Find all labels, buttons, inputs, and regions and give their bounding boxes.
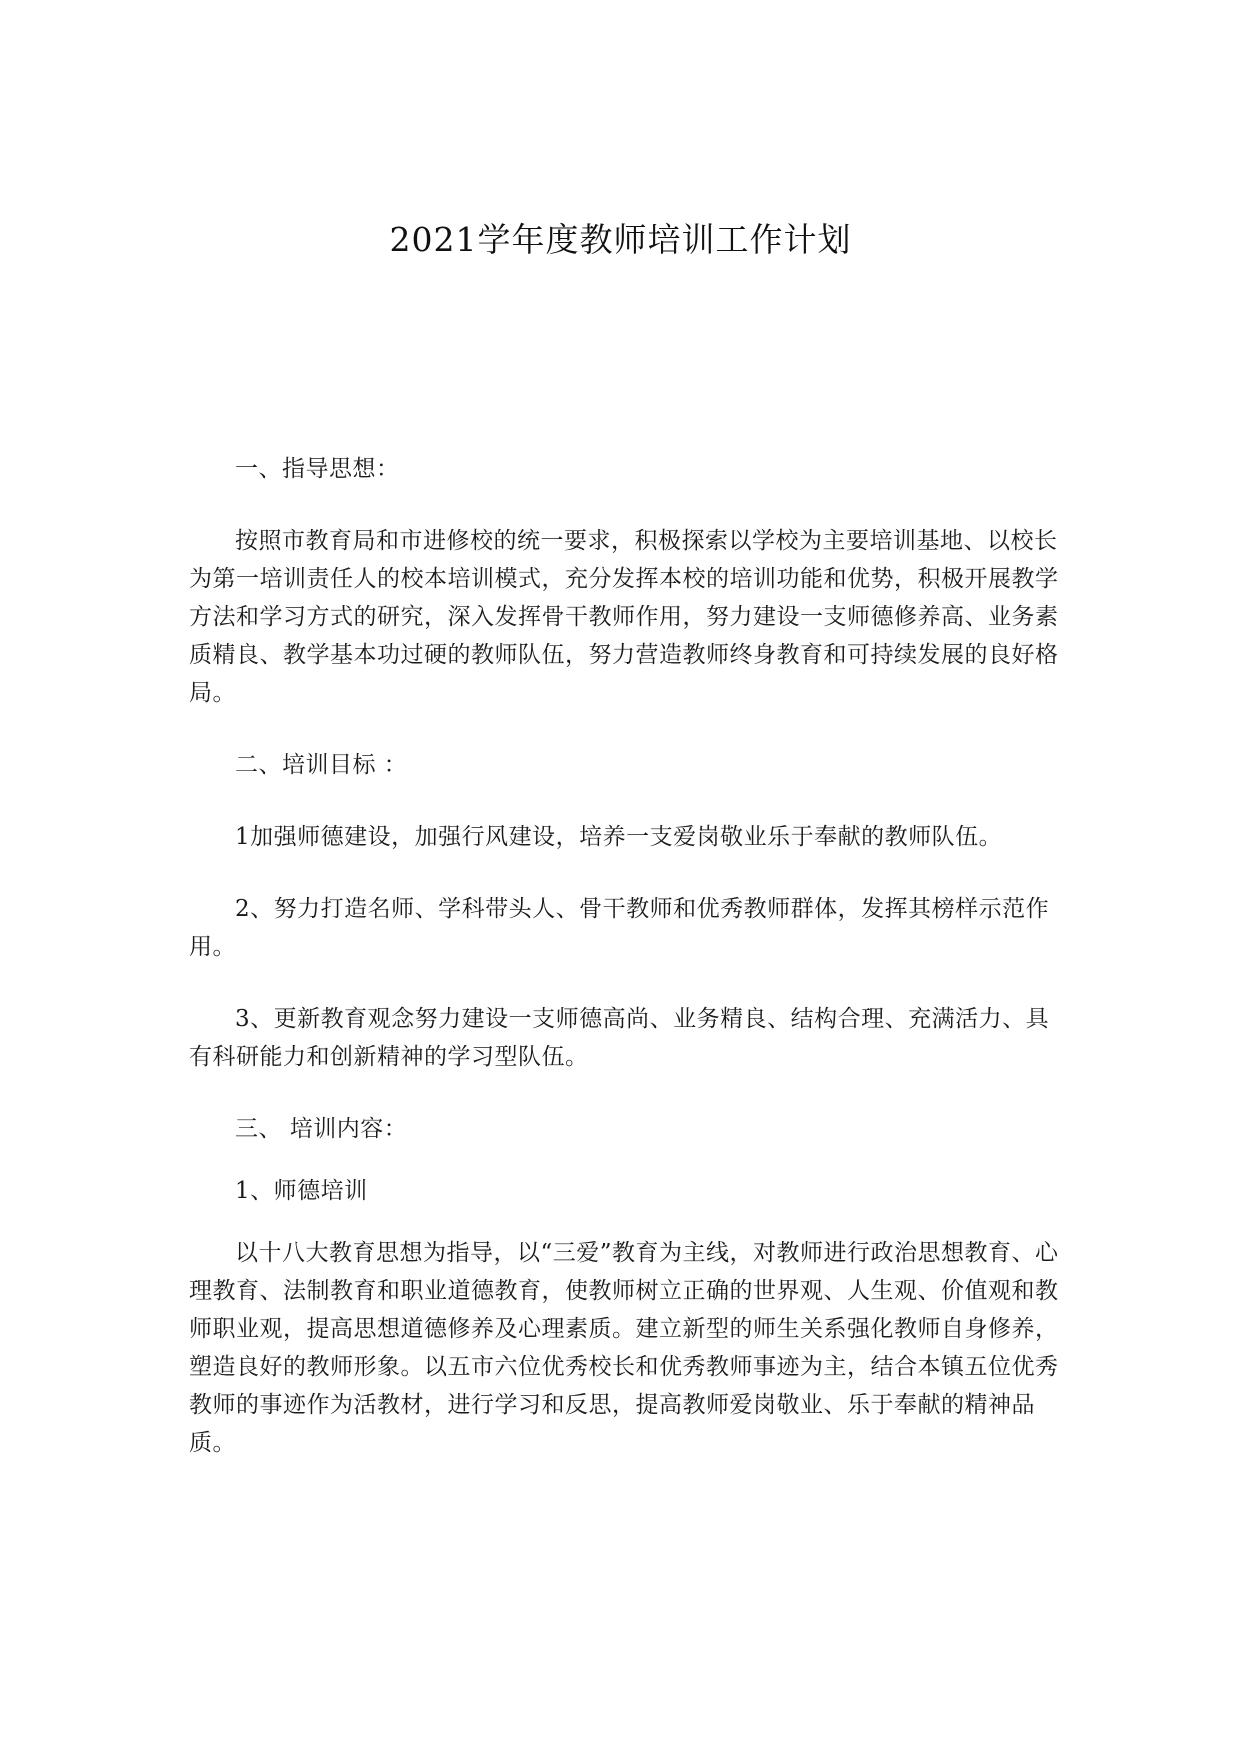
document-body [189,450,1059,1496]
goal-item-2: 2、努力打造名师、学科带头人、骨干教师和优秀教师群体，发挥其榜样示范作用。 [189,896,1050,960]
section-heading-training-goals: 二、培训目标 ： [235,752,408,778]
goal-item-1: 1加强师德建设，加强行风建设，培养一支爱岗敬业乐于奉献的教师队伍。 [235,824,1003,850]
section-heading-training-content: 三、 培训内容： [235,1116,408,1142]
document-title: 2021学年度教师培训工作计划 [389,220,852,259]
body-paragraph: 以十八大教育思想为指导，以“三爱”教育为主线，对教师进行政治思想教育、心理教育、法制教育和职业道德教育，使教师树立正确的世界观、人生观、价值观和教师职业观，提高思想道德修养及心理素质。建立新型的师生关系强化教师自身修养，塑造良好的教师形象。以五市六位优秀校长和优秀教师事迹为主，结合本镇五位优秀教师的事迹作为活教材，进行学习和反思，提高教师爱岗敬业、乐于奉献的精神品质。 [189,1240,1059,1456]
section-heading-guiding-ideology: 一、指导思想： [235,456,400,482]
goal-item-3: 3、更新教育观念努力建设一支师德高尚、业务精良、结构合理、充满活力、具有科研能力和创新精神的学习型队伍。 [189,1006,1050,1070]
body-paragraph: 按照市教育局和市进修校的统一要求，积极探索以学校为主要培训基地、以校长为第一培训责任人的校本培训模式，充分发挥本校的培训功能和优势，积极开展教学方法和学习方式的研究，深入发挥骨干教师作用，努力建设一支师德修养高、业务素质精良、教学基本功过硬的教师队伍，努力营造教师终身教育和可持续发展的良好格局。 [189,528,1059,706]
subsection-heading-ethics-training: 1、师德培训 [235,1178,368,1204]
